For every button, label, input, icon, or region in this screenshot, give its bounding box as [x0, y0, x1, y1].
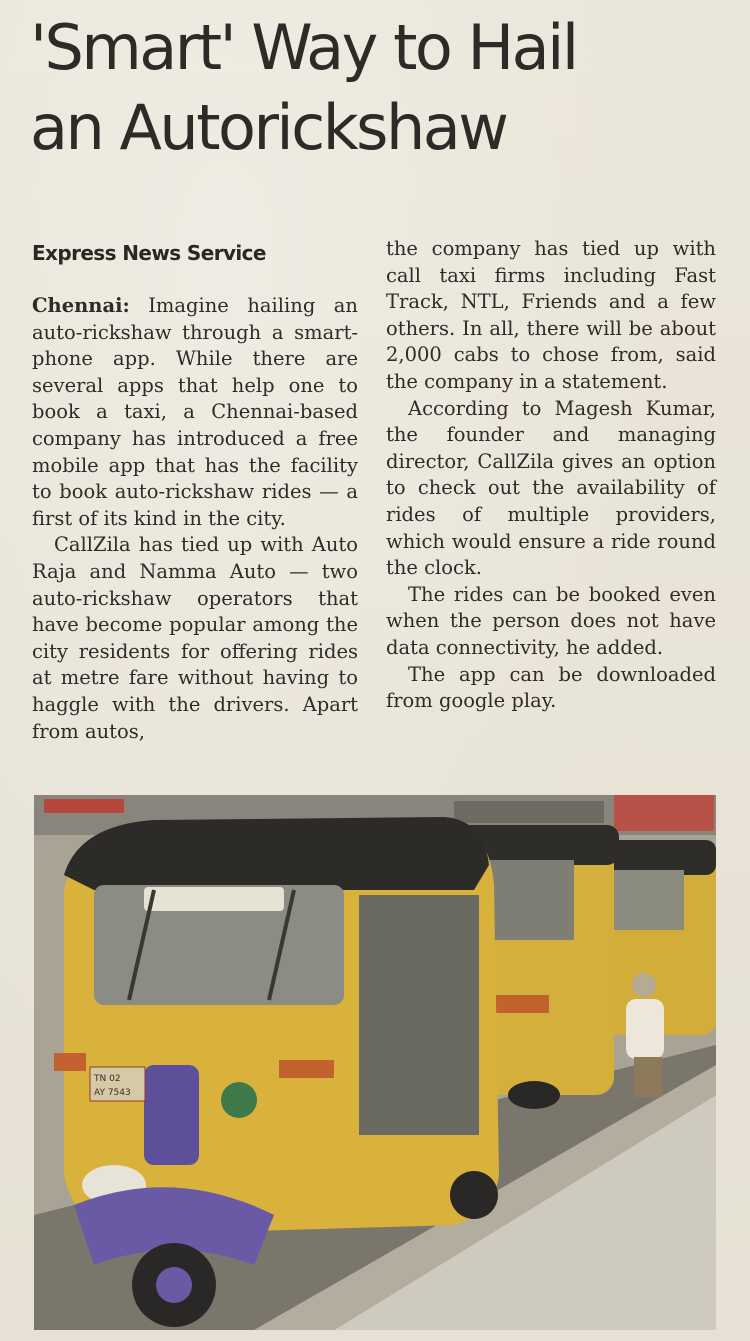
article-paragraph: CallZila has tied up with Auto Raja and Namma Auto — two auto-rickshaw operators that have become popular among the city residents for offering rides at metre fare without having to haggle with the drivers. Apart from autos, — [32, 533, 358, 743]
autorickshaw-illustration — [34, 795, 716, 1330]
autorickshaw-photo — [34, 795, 716, 1330]
dateline: Chennai: — [32, 294, 130, 317]
article-column-2 — [386, 236, 716, 715]
article-paragraph: The rides can be booked even when the person does not have data connectivity, he added. — [386, 582, 716, 659]
article-column-1 — [32, 236, 358, 745]
paragraph-text: Imagine hailing an auto-rickshaw through a smart-phone app. While there are several apps that help one to book a taxi, a Chennai-based company has introduced a free mobile app that has the facility to book auto-rickshaw rides — a first of its kind in the city. — [32, 294, 358, 530]
article-paragraph: the company has tied up with call taxi firms including Fast Track, NTL, Friends and a few others. In all, there will be about 2,000 cabs to chose from, said the company in a statement. — [386, 237, 716, 393]
article-paragraph: The app can be downloaded from google play. — [386, 662, 716, 713]
plate-line-2: AY 7543 — [94, 1088, 131, 1098]
article-paragraph — [32, 293, 358, 532]
headline — [30, 8, 730, 168]
headline-line-1: 'Smart' Way to Hail — [30, 11, 577, 84]
article-paragraph: According to Magesh Kumar, the founder and managing director, CallZila gives an option to check out the availability of rides of multiple providers, which would ensure a ride round the clock. — [386, 396, 716, 580]
plate-line-1: TN 02 — [94, 1074, 121, 1084]
byline: Express News Service — [32, 241, 266, 265]
headline-line-2: an Autorickshaw — [30, 91, 507, 164]
